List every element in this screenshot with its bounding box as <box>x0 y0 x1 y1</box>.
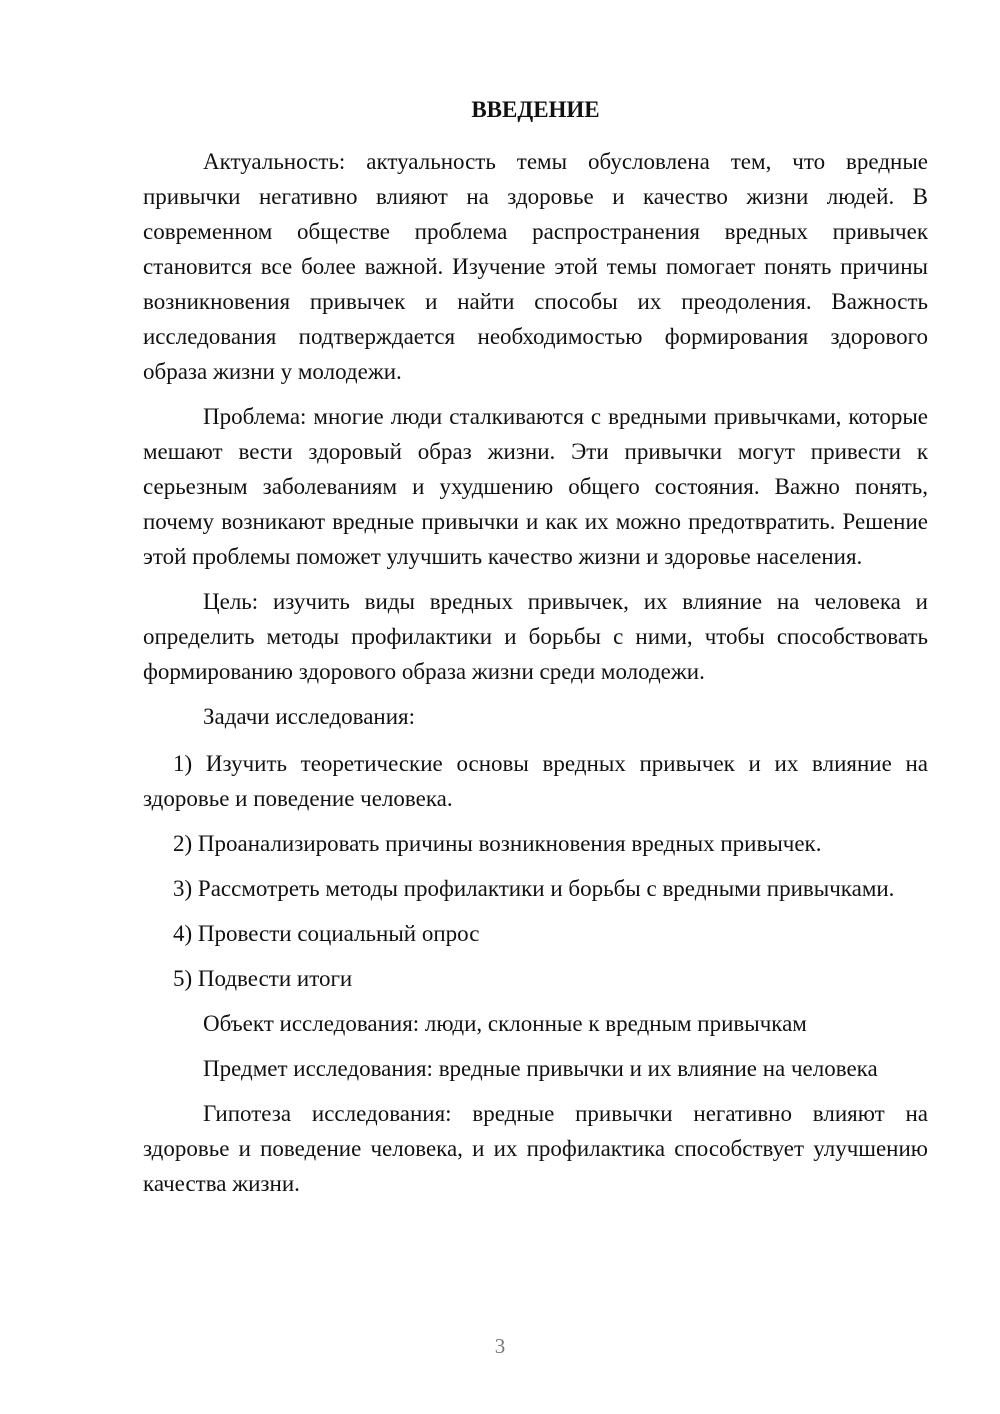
research-hypothesis: Гипотеза исследования: вредные привычки негативно влияют на здоровье и поведение человека, и их профилактика способствует улучшению качества жизни. <box>143 1101 928 1196</box>
page-title: ВВЕДЕНИЕ <box>471 97 600 122</box>
document-page <box>143 92 928 1211</box>
page-number: 3 <box>494 1334 506 1358</box>
task-item: 1) Изучить теоретические основы вредных привычек и их влияние на здоровье и поведение человека. <box>143 751 928 811</box>
tasks-list <box>143 746 928 996</box>
problem-paragraph: Проблема: многие люди сталкиваются с вредными привычками, которые мешают вести здоровый образ жизни. Эти привычки могут привести к серьезным заболеваниям и ухудшению общего состояния. Важно понять, почему возникают вредные привычки и как их можно предотвратить. Решение этой проблемы поможет улучшить качество жизни и здоровье населения. <box>143 404 928 569</box>
relevance-paragraph: Актуальность: актуальность темы обусловлена тем, что вредные привычки негативно влияют на здоровье и качество жизни людей. В современном обществе проблема распространения вредных привычек становится все более важной. Изучение этой темы помогает понять причины возникновения привычек и найти способы их преодоления. Важность исследования подтверждается необходимостью формирования здорового образа жизни у молодежи. <box>143 149 928 384</box>
goal-paragraph: Цель: изучить виды вредных привычек, их влияние на человека и определить методы профилактики и борьбы с ними, чтобы способствовать формированию здорового образа жизни среди молодежи. <box>143 589 928 684</box>
task-item: 4) Провести социальный опрос <box>173 921 480 946</box>
task-item: 3) Рассмотреть методы профилактики и борьбы с вредными привычками. <box>173 876 895 901</box>
task-item: 5) Подвести итоги <box>173 966 353 991</box>
research-subject: Предмет исследования: вредные привычки и их влияние на человека <box>203 1056 878 1081</box>
research-object: Объект исследования: люди, склонные к вредным привычкам <box>203 1011 807 1036</box>
tasks-heading: Задачи исследования: <box>203 704 416 729</box>
task-item: 2) Проанализировать причины возникновения вредных привычек. <box>173 831 822 856</box>
